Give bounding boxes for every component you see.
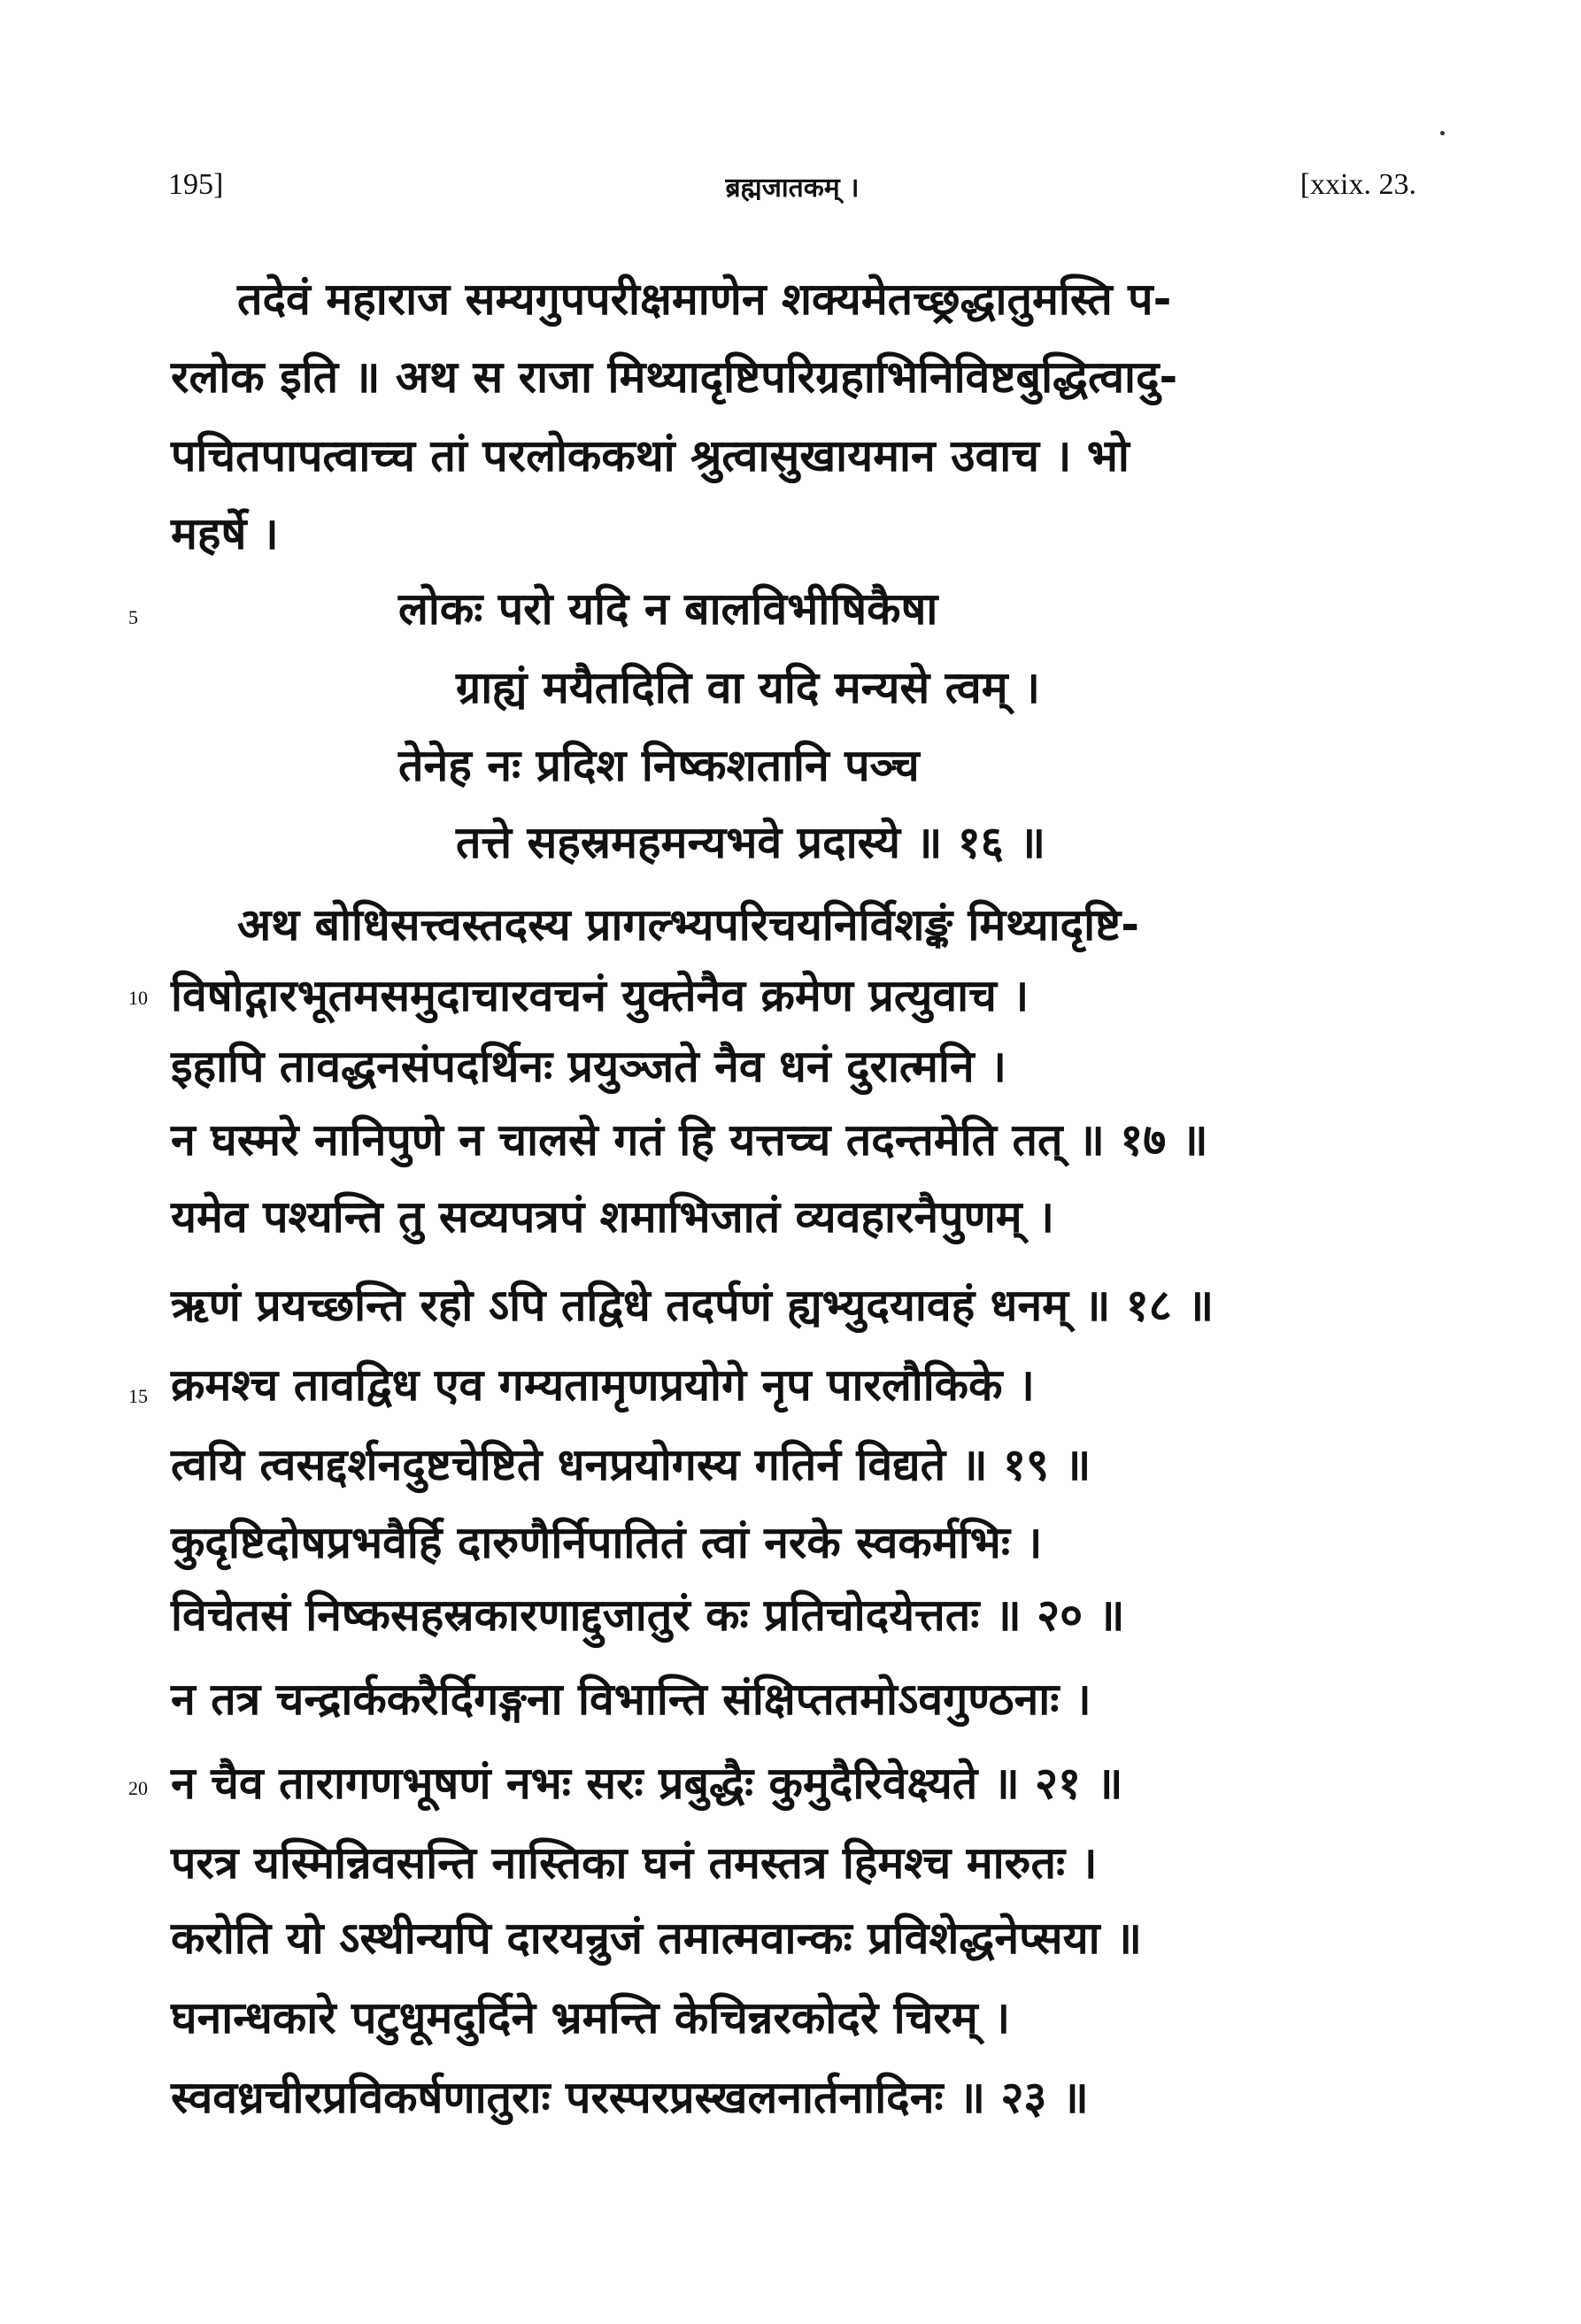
verse-line: तेनेह नः प्रदिश निष्कशतानि पञ्च: [398, 740, 920, 791]
verse-line: करोति यो ऽस्थीन्यपि दारयन्रुजं तमात्मवान्कः प्रविशेद्धनेप्सया ॥: [171, 1912, 1142, 1964]
line-number: 10: [128, 987, 148, 1009]
line-number: 20: [128, 1777, 148, 1799]
verse-line: घनान्धकारे पटुधूमदुर्दिने भ्रमन्ति केचिन्नरकोदरे चिरम् ।: [171, 1992, 1011, 2043]
verse-line: यमेव पश्यन्ति तु सव्यपत्रपं शमाभिजातं व्यवहारनैपुणम् ।: [171, 1191, 1054, 1243]
verse-line: क्रमश्च तावद्विध एव गम्यतामृणप्रयोगे नृप पारलौकिके ।: [171, 1359, 1035, 1411]
verse-line: विचेतसं निष्कसहस्रकारणाद्दुजातुरं कः प्रतिचोदयेत्ततः ॥ २० ॥: [171, 1589, 1125, 1641]
running-title: ब्रह्मजातकम् ।: [725, 173, 860, 204]
verse-line: तत्ते सहस्रमहमन्यभवे प्रदास्ये ॥ १६ ॥: [456, 817, 1046, 868]
verse-line: न चैव तारागणभूषणं नभः सरः प्रबुद्धैः कुमुदैरिवेक्ष्यते ॥ २१ ॥: [171, 1758, 1123, 1809]
text-line: तदेवं महाराज सम्यगुपपरीक्षमाणेन शक्यमेतच्छ्रद्धातुमस्ति प-: [237, 273, 1172, 325]
section-reference: [xxix. 23.: [1300, 168, 1416, 201]
text-line: विषोद्गारभूतमसमुदाचारवचनं युक्तेनैव क्रमेण प्रत्युवाच ।: [171, 970, 1030, 1021]
verse-line: इहापि तावद्धनसंपदर्थिनः प्रयुञ्जते नैव धनं दुरात्मनि ।: [171, 1041, 1006, 1092]
text-line: पचितपापत्वाच्च तां परलोककथां श्रुत्वासुखायमान उवाच । भो: [171, 430, 1130, 481]
running-header: [168, 168, 1416, 212]
verse-line: न घस्मरे नानिपुणे न चालसे गतं हि यत्तच्च तदन्तमेति तत् ॥ १७ ॥: [171, 1114, 1208, 1166]
text-line: महर्षे ।: [171, 508, 279, 559]
verse-line: परत्र यस्मिन्निवसन्ति नास्तिका घनं तमस्तत्र हिमश्च मारुतः ।: [171, 1837, 1098, 1889]
text-line: अथ बोधिसत्त्वस्तदस्य प्रागल्भ्यपरिचयनिर्विशङ्कं मिथ्यादृष्टि-: [237, 899, 1139, 950]
verse-line: कुदृष्टिदोषप्रभवैर्हि दारुणैर्निपातितं त्वां नरके स्वकर्मभिः ।: [171, 1517, 1043, 1568]
print-speck: [1440, 131, 1445, 135]
line-number: 5: [128, 606, 138, 628]
verse-line: स्ववध्रचीरप्रविकर्षणातुराः परस्परप्रस्खलनार्तनादिनः ॥ २३ ॥: [171, 2072, 1089, 2123]
verse-line: ग्राह्यं मयैतदिति वा यदि मन्यसे त्वम् ।: [456, 662, 1040, 713]
page-number: 195]: [168, 168, 224, 201]
line-number: 15: [128, 1385, 148, 1407]
verse-line: न तत्र चन्द्रार्ककरैर्दिगङ्गना विभान्ति संक्षिप्ततमोऽवगुण्ठनाः ।: [171, 1674, 1091, 1725]
verse-line: त्वयि त्वसद्दर्शनदुष्टचेष्टिते धनप्रयोगस्य गतिर्न विद्यते ॥ १९ ॥: [171, 1439, 1091, 1490]
verse-line: ऋणं प्रयच्छन्ति रहो ऽपि तद्विधे तदर्पणं ह्यभ्युदयावहं धनम् ॥ १८ ॥: [171, 1280, 1215, 1331]
text-line: रलोक इति ॥ अथ स राजा मिथ्यादृष्टिपरिग्रहाभिनिविष्टबुद्धित्वादु-: [171, 351, 1178, 403]
verse-line: लोकः परो यदि न बालविभीषिकैषा: [398, 583, 938, 635]
